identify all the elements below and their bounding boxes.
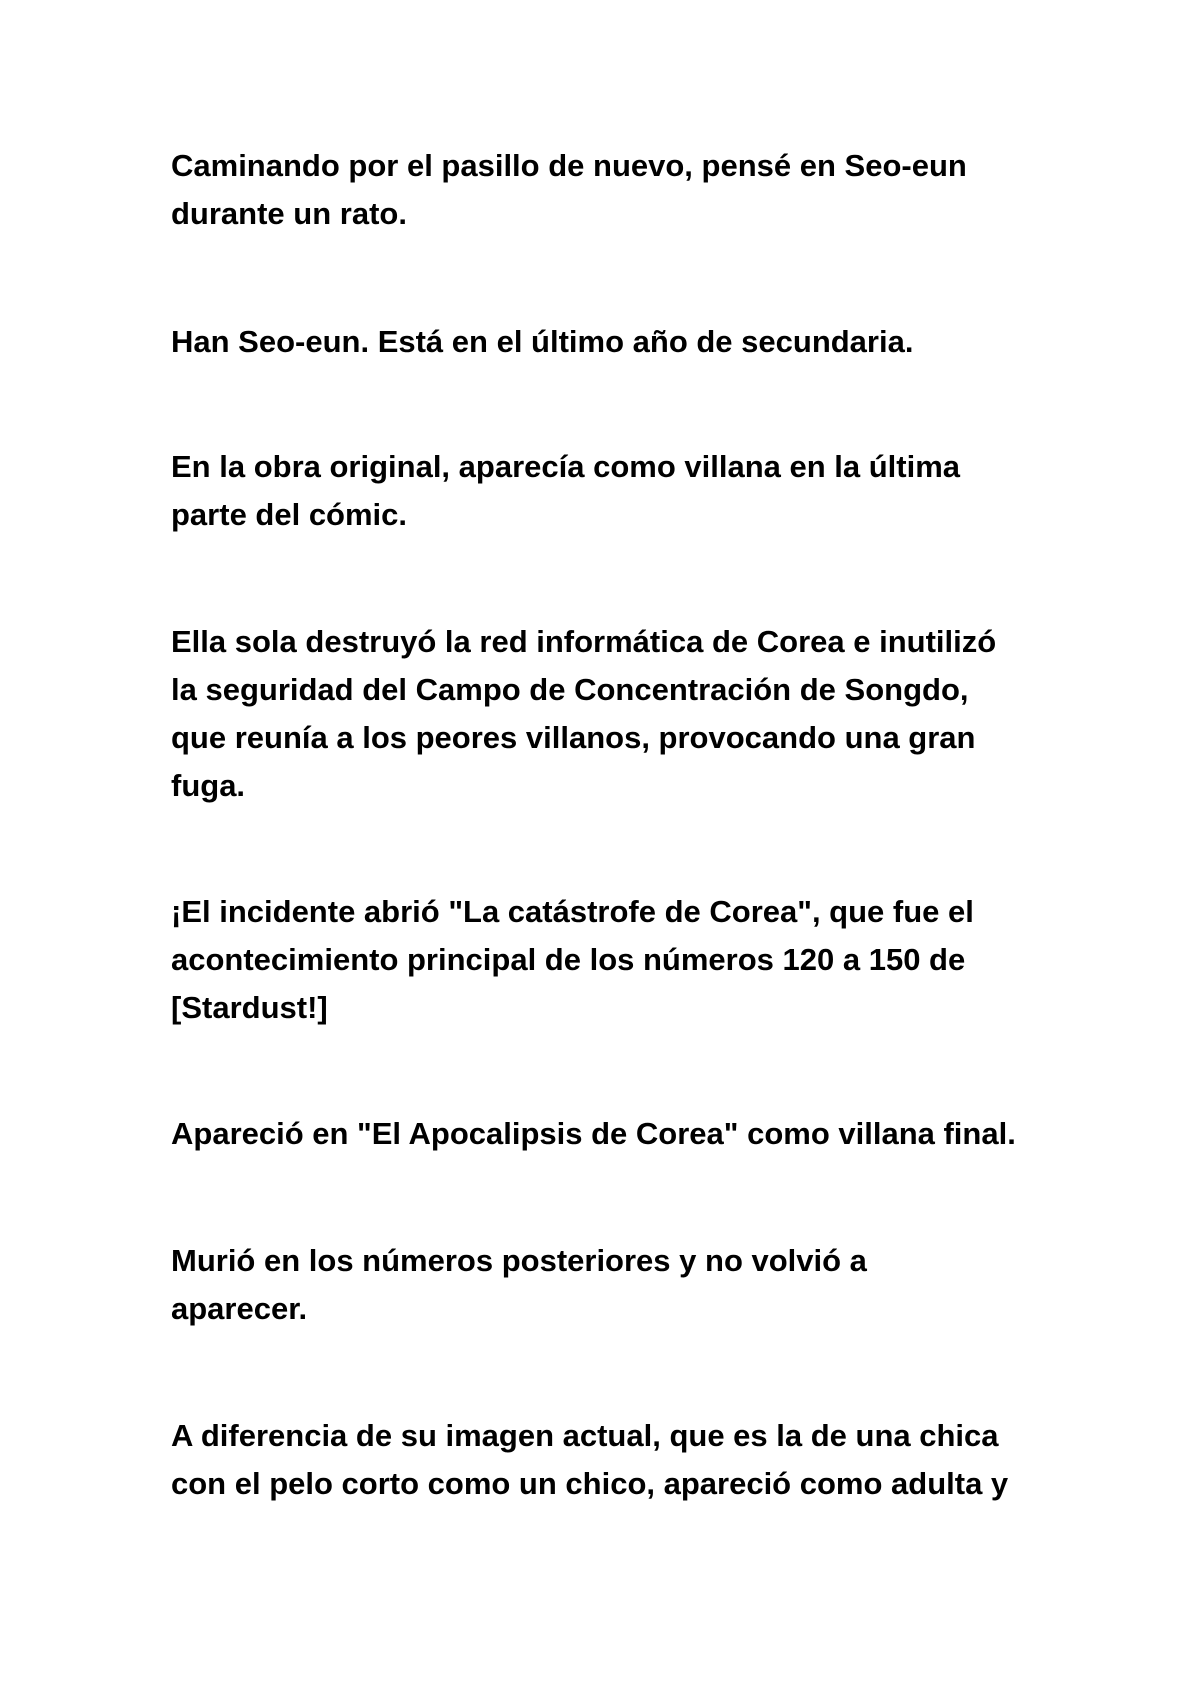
text-line: con el pelo corto como un chico, apareció como adulta y bbox=[171, 1466, 1009, 1501]
text-line: la seguridad del Campo de Concentración de Songdo, bbox=[171, 672, 969, 707]
text-line: [Stardust!] bbox=[171, 990, 328, 1025]
paragraph bbox=[171, 618, 1051, 810]
text-line: aparecer. bbox=[171, 1291, 308, 1326]
text-line: que reunía a los peores villanos, provocando una gran bbox=[171, 720, 976, 755]
paragraph bbox=[171, 1412, 1051, 1508]
paragraph bbox=[171, 888, 1051, 1032]
paragraph bbox=[171, 318, 1051, 366]
text-line: Murió en los números posteriores y no volvió a bbox=[171, 1243, 867, 1278]
text-line: Caminando por el pasillo de nuevo, pensé en Seo-eun bbox=[171, 148, 967, 183]
text-line: ¡El incidente abrió "La catástrofe de Corea", que fue el bbox=[171, 894, 974, 929]
text-line: A diferencia de su imagen actual, que es la de una chica bbox=[171, 1418, 999, 1453]
text-line: durante un rato. bbox=[171, 196, 407, 231]
text-line: Ella sola destruyó la red informática de Corea e inutilizó bbox=[171, 624, 997, 659]
text-line: Han Seo-eun. Está en el último año de secundaria. bbox=[171, 324, 914, 359]
paragraph bbox=[171, 443, 1051, 539]
text-line: fuga. bbox=[171, 768, 246, 803]
text-line: acontecimiento principal de los números 120 a 150 de bbox=[171, 942, 966, 977]
text-line: parte del cómic. bbox=[171, 497, 408, 532]
text-line: En la obra original, aparecía como villana en la última bbox=[171, 449, 961, 484]
paragraph bbox=[171, 1110, 1051, 1158]
text-line: Apareció en "El Apocalipsis de Corea" como villana final. bbox=[171, 1116, 1016, 1151]
paragraph bbox=[171, 142, 1051, 238]
paragraph bbox=[171, 1237, 1051, 1333]
